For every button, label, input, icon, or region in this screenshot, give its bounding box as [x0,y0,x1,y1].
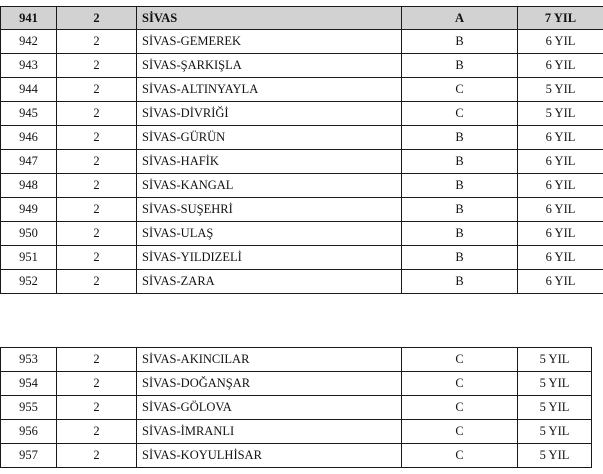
cell-name: SİVAS-GÖLOVA [137,396,402,420]
cell-group: 2 [57,7,137,30]
cell-name: SİVAS [137,7,402,30]
cell-name: SİVAS-YILDIZELİ [137,246,402,270]
cell-name: SİVAS-ŞARKIŞLA [137,54,402,78]
cell-group: 2 [57,270,137,294]
cell-class: C [402,348,518,372]
cell-duration: 6 YIL [518,222,603,246]
cell-no: 943 [1,54,57,78]
cell-name: SİVAS-AKINCILAR [137,348,402,372]
cell-no: 956 [1,420,57,444]
cell-group: 2 [57,54,137,78]
cell-no: 948 [1,174,57,198]
table-header-row [1,7,603,30]
table-row [1,396,592,420]
cell-group: 2 [57,198,137,222]
cell-no: 955 [1,396,57,420]
table-row [1,444,592,468]
cell-no: 942 [1,30,57,54]
cell-class: B [402,174,518,198]
cell-no: 951 [1,246,57,270]
cell-duration: 6 YIL [518,246,603,270]
cell-group: 2 [57,78,137,102]
cell-class: B [402,246,518,270]
cell-no: 950 [1,222,57,246]
cell-class: C [402,102,518,126]
cell-class: B [402,270,518,294]
table-row [1,54,603,78]
cell-duration: 5 YIL [518,102,603,126]
table-row [1,198,603,222]
cell-duration: 6 YIL [518,174,603,198]
table-row [1,372,592,396]
cell-group: 2 [57,246,137,270]
cell-duration: 6 YIL [518,126,603,150]
table-row [1,222,603,246]
table-row [1,126,603,150]
cell-group: 2 [57,174,137,198]
cell-duration: 6 YIL [518,150,603,174]
cell-name: SİVAS-KOYULHİSAR [137,444,402,468]
cell-name: SİVAS-GEMEREK [137,30,402,54]
cell-name: SİVAS-DOĞANŞAR [137,372,402,396]
cell-no: 953 [1,348,57,372]
cell-class: B [402,198,518,222]
table-row [1,174,603,198]
cell-no: 949 [1,198,57,222]
table-row [1,30,603,54]
table-row [1,78,603,102]
cell-group: 2 [57,126,137,150]
cell-name: SİVAS-DİVRİĞİ [137,102,402,126]
cell-duration: 6 YIL [518,54,603,78]
cell-class: C [402,372,518,396]
cell-duration: 5 YIL [518,420,592,444]
cell-group: 2 [57,444,137,468]
cell-class: B [402,54,518,78]
cell-name: SİVAS-HAFİK [137,150,402,174]
table-row [1,270,603,294]
cell-name: SİVAS-SUŞEHRİ [137,198,402,222]
district-table-main [0,6,603,294]
cell-duration: 6 YIL [518,30,603,54]
cell-duration: 5 YIL [518,444,592,468]
cell-no: 941 [1,7,57,30]
cell-duration: 5 YIL [518,78,603,102]
table-row [1,348,592,372]
cell-duration: 5 YIL [518,348,592,372]
cell-group: 2 [57,102,137,126]
cell-name: SİVAS-ZARA [137,270,402,294]
cell-class: C [402,444,518,468]
cell-group: 2 [57,372,137,396]
cell-duration: 6 YIL [518,270,603,294]
cell-group: 2 [57,348,137,372]
cell-group: 2 [57,222,137,246]
cell-no: 945 [1,102,57,126]
cell-no: 947 [1,150,57,174]
cell-class: B [402,30,518,54]
cell-name: SİVAS-İMRANLI [137,420,402,444]
table-row [1,102,603,126]
cell-duration: 5 YIL [518,396,592,420]
cell-class: C [402,78,518,102]
cell-no: 944 [1,78,57,102]
cell-group: 2 [57,150,137,174]
cell-name: SİVAS-ALTINYAYLA [137,78,402,102]
cell-duration: 5 YIL [518,372,592,396]
cell-no: 946 [1,126,57,150]
cell-class: B [402,222,518,246]
cell-duration: 6 YIL [518,198,603,222]
cell-group: 2 [57,420,137,444]
table-row [1,150,603,174]
cell-class: C [402,420,518,444]
cell-class: A [402,7,518,30]
cell-class: B [402,126,518,150]
cell-class: C [402,396,518,420]
table-row [1,246,603,270]
district-table-secondary [0,347,592,468]
cell-no: 952 [1,270,57,294]
cell-no: 954 [1,372,57,396]
cell-class: B [402,150,518,174]
cell-group: 2 [57,30,137,54]
cell-name: SİVAS-ULAŞ [137,222,402,246]
table-row [1,420,592,444]
cell-no: 957 [1,444,57,468]
cell-name: SİVAS-GÜRÜN [137,126,402,150]
cell-group: 2 [57,396,137,420]
cell-duration: 7 YIL [518,7,603,30]
cell-name: SİVAS-KANGAL [137,174,402,198]
